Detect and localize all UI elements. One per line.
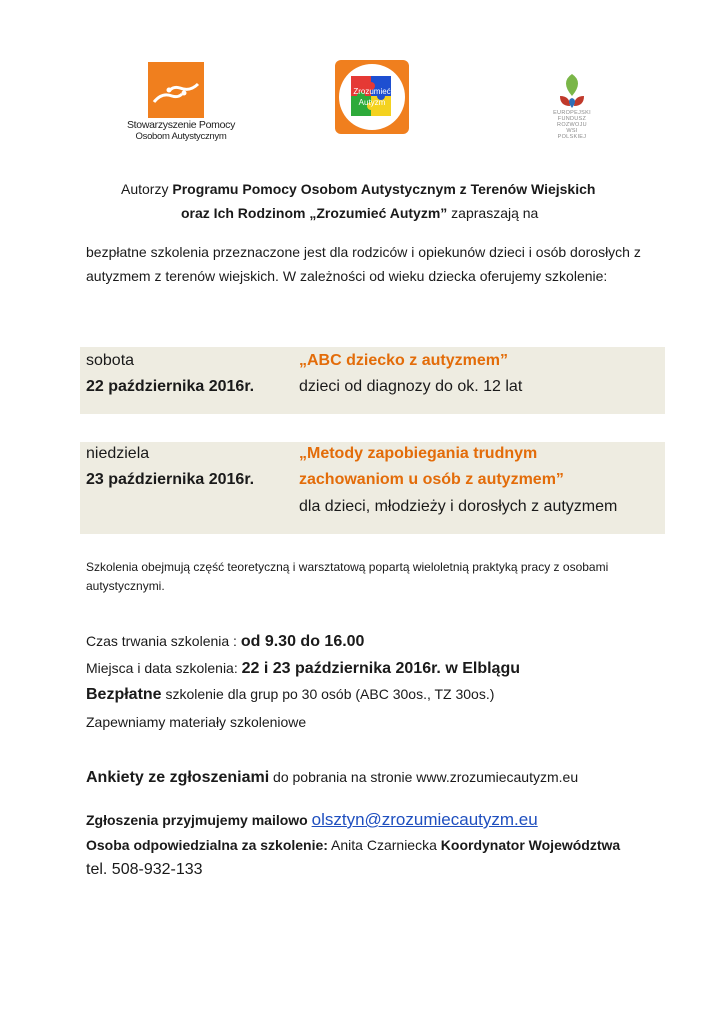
- session-2-day: niedziela: [86, 445, 150, 462]
- duration-value: od 9.30 do 16.00: [240, 633, 365, 650]
- contact-role: Koordynator Województwa: [440, 837, 621, 853]
- email-link[interactable]: olsztyn@zrozumiecautyzm.eu: [311, 810, 538, 829]
- hands-icon: [148, 62, 204, 118]
- intro-tail: zapraszają na: [447, 205, 539, 221]
- intro-lead: Autorzy: [121, 181, 173, 197]
- session-1-title: „ABC dziecko z autyzmem”: [299, 352, 508, 369]
- duration-row: [86, 633, 364, 651]
- session-1-audience: dzieci od diagnozy do ok. 12 lat: [299, 378, 523, 395]
- place-label: Miejsca i data szkolenia:: [86, 660, 242, 676]
- training-note: Szkolenia obejmują część teoretyczną i warsztatową popartą wieloletnią praktyką pracy z osobami autystycznymi.: [86, 560, 609, 593]
- session-2-date: 23 października 2016r.: [86, 471, 255, 488]
- logo-text-line2: Autyzm: [358, 98, 386, 107]
- email-label: Zgłoszenia przyjmujemy mailowo: [86, 812, 312, 828]
- session-1-date: 22 października 2016r.: [86, 378, 255, 395]
- intro-line-2: [181, 204, 538, 222]
- efrwp-line1: EUROPEJSKI: [553, 110, 591, 116]
- session-panel-1: [80, 347, 665, 414]
- contact-label: Osoba odpowiedzialna za szkolenie:: [86, 837, 328, 853]
- association-name-line2: Osobom Autystycznym: [135, 131, 227, 142]
- place-value: 22 i 23 października 2016r. w Elblągu: [241, 660, 520, 677]
- materials-row: Zapewniamy materiały szkoleniowe: [86, 714, 307, 730]
- duration-label: Czas trwania szkolenia :: [86, 633, 241, 649]
- association-name-line1: Stowarzyszenie Pomocy: [126, 119, 236, 131]
- association-logo: [126, 62, 244, 142]
- phone-number[interactable]: 508-932-133: [111, 861, 203, 878]
- efrwp-line4: WSI POLSKIEJ: [557, 128, 587, 140]
- session-panel-2: [80, 442, 665, 534]
- intro-paragraph: bezpłatne szkolenia przeznaczone jest dla rodziców i opiekunów dzieci i osób dorosłych z autyzmem z terenów wiejskich. W zależności od wieku dziecka oferujemy szkolenie:: [86, 244, 641, 284]
- session-2-title-line2: zachowaniom u osób z autyzmem”: [299, 471, 564, 488]
- phone-row: [86, 861, 203, 879]
- place-row: [86, 660, 520, 678]
- efrwp-line2: FUNDUSZ: [557, 116, 587, 122]
- program-name-cont: oraz Ich Rodzinom „Zrozumieć Autyzm”: [181, 205, 448, 221]
- session-1-day: sobota: [86, 352, 135, 369]
- free-label: Bezpłatne: [86, 686, 162, 703]
- survey-label: Ankiety ze zgłoszeniami: [86, 769, 270, 786]
- efrwp-logo: [552, 72, 592, 144]
- logo-text-line1: Zrozumieć: [353, 87, 391, 96]
- email-row: [86, 810, 538, 830]
- puzzle-icon: [335, 60, 409, 134]
- survey-description: do pobrania na stronie www.zrozumiecautyzm.eu: [269, 769, 579, 785]
- intro-line-1: [121, 180, 595, 198]
- session-2-title-line1: „Metody zapobiegania trudnym: [299, 445, 538, 462]
- contact-name: Anita Czarniecka: [327, 837, 441, 853]
- free-row: [86, 686, 494, 704]
- survey-row: [86, 769, 578, 787]
- efrwp-line3: ROZWOJU: [557, 122, 587, 128]
- contact-row: [86, 837, 620, 853]
- free-description: szkolenie dla grup po 30 osób (ABC 30os., TZ 30os.): [161, 686, 495, 702]
- association-name: [126, 120, 236, 142]
- zrozumiec-autyzm-logo: [335, 60, 409, 134]
- program-name: Programu Pomocy Osobom Autystycznym z Terenów Wiejskich: [172, 181, 596, 197]
- session-2-audience: dla dzieci, młodzieży i dorosłych z autyzmem: [299, 498, 618, 515]
- efrwp-name: [552, 110, 592, 140]
- tree-leaves-icon: [552, 72, 592, 110]
- phone-label: tel.: [86, 861, 112, 878]
